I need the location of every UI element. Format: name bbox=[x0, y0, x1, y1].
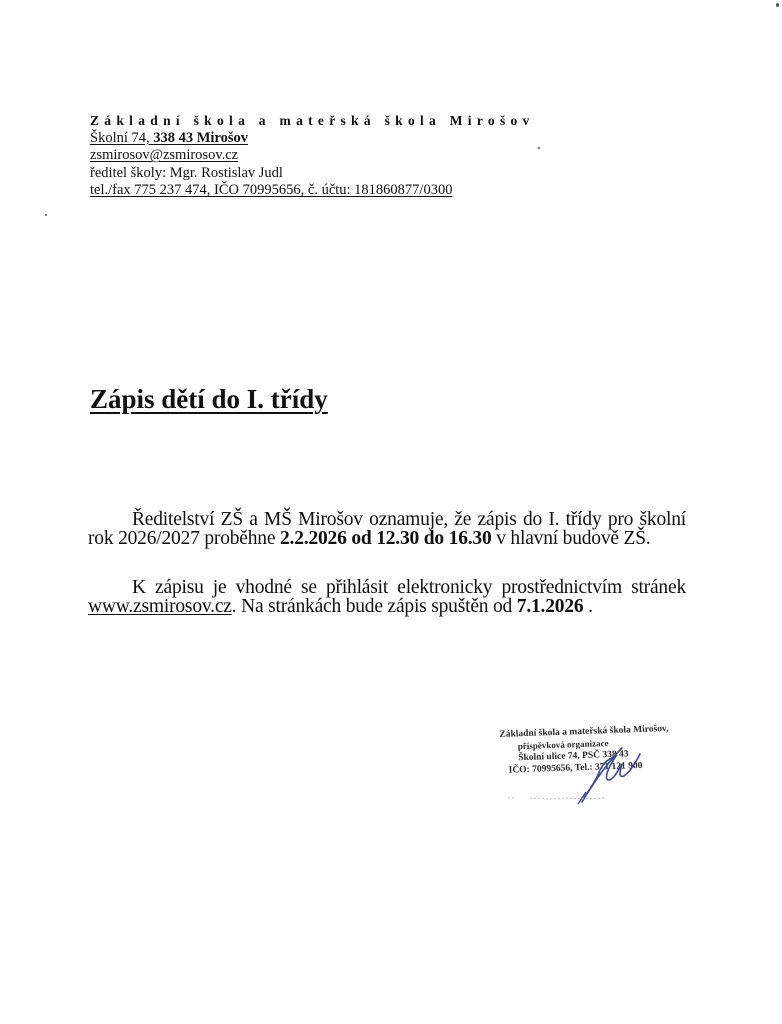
school-email[interactable]: zsmirosov@zsmirosov.cz bbox=[90, 147, 239, 163]
scan-speck bbox=[45, 214, 47, 216]
paragraph-text: . Na stránkách bude zápis spuštěn od bbox=[231, 596, 517, 617]
time-from: 12.30 bbox=[376, 528, 420, 549]
to-word: do bbox=[419, 528, 449, 549]
paragraph-text: K zápisu je vhodné se přihlásit elektronicky prostřednictvím stránek bbox=[132, 577, 686, 598]
paragraph-text: Ředitelství ZŠ a MŠ Mirošov oznamuje, že zápis do I. třídy pro školní rok 2026/2027 proběhne bbox=[88, 509, 686, 549]
address-city: 338 43 Mirošov bbox=[153, 129, 249, 146]
time-to: 16.30 bbox=[448, 528, 492, 549]
paragraph-text: v hlavní budově ZŠ. bbox=[491, 528, 651, 549]
registration-start-date: 7.1.2026 bbox=[516, 596, 584, 617]
enrollment-date: 2.2.2026 bbox=[280, 528, 347, 549]
stamp-line: příspěvková organizace bbox=[517, 738, 609, 752]
document-title: Zápis dětí do I. třídy bbox=[90, 384, 328, 414]
announcement-paragraph bbox=[88, 510, 686, 548]
stamp-line: IČO: 70995656, Tel.: 371 121 900 bbox=[508, 760, 643, 776]
from-word: od bbox=[346, 528, 377, 549]
paragraph-text: . bbox=[583, 596, 593, 617]
address-street: Školní 74, bbox=[90, 129, 154, 146]
stamp-smudge bbox=[508, 795, 608, 801]
scan-speck bbox=[776, 3, 779, 7]
school-address bbox=[90, 130, 550, 148]
letterhead bbox=[90, 112, 550, 200]
school-name: Základní škola a mateřská škola Mirošov bbox=[90, 113, 535, 128]
school-director: ředitel školy: Mgr. Rostislav Judl bbox=[90, 164, 283, 181]
school-contact: tel./fax 775 237 474, IČO 70995656, č. účtu: 181860877/0300 bbox=[90, 182, 453, 198]
stamp-line: Základní škola a mateřská škola Mirošov, bbox=[499, 723, 669, 740]
stamp-line: Školní ulice 74, PSČ 338 43 bbox=[518, 749, 629, 764]
registration-paragraph bbox=[88, 578, 686, 616]
website-link[interactable]: www.zsmirosov.cz bbox=[88, 596, 232, 617]
